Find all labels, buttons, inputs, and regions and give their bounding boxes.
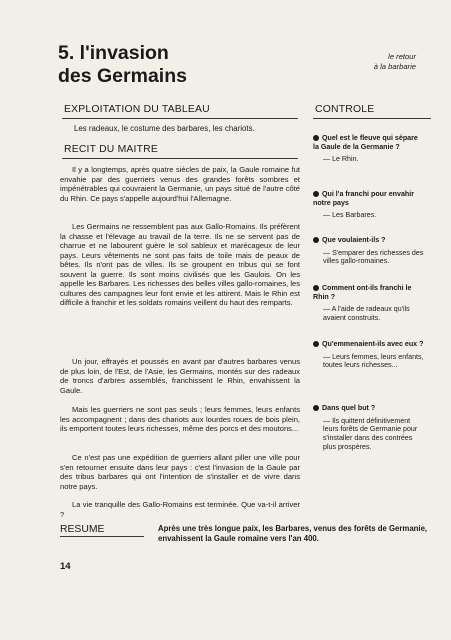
question-text: Dans quel but ? <box>322 404 376 412</box>
question-block-2 <box>313 190 425 220</box>
chapter-title-line-1: 5. l'invasion <box>58 42 169 64</box>
answer-text: — S'emparer des richesses des villes gallo-romaines. <box>323 248 424 266</box>
recit-paragraph-6: La vie tranquille des Gallo-Romains est terminée. Que va-t-il arriver ? <box>60 500 300 519</box>
bullet-icon <box>313 405 319 411</box>
answer-text: — Le Rhin. <box>323 155 359 164</box>
resume-label: RESUME <box>60 524 105 535</box>
bullet-icon <box>313 237 319 243</box>
question-block-3 <box>313 236 425 266</box>
question-text: Qui l'a franchi pour envahir notre pays <box>313 190 414 207</box>
recit-paragraph-1: Il y a longtemps, après quatre siècles de paix, la Gaule romaine fut envahie par des guerriers venus des grandes forêts sombres et impénétrables qui couvraient la Germanie, un pays situé de l'autre côté du Rhin. Ce pays s'appelle aujourd'hui l'Allemagne. <box>60 165 300 203</box>
answer-text: — A l'aide de radeaux qu'ils avaient construits. <box>323 305 410 323</box>
controle-heading: CONTROLE <box>315 104 375 115</box>
chapter-tagline <box>330 52 416 71</box>
recit-paragraph-2: Les Germains ne ressemblent pas aux Gallo-Romains. Ils préfèrent la chasse et l'élevage au travail de la terre. Ils ne se servent pas de charrue et ne labourent guère le sol sableux et marécageux de leur pays. Leurs vêtements ne sont pas faits de toile mais de peaux de bêtes. Ils n'ont pas de villes. Ils se groupent en tribus qui se font souvent la guerre. Ils sont moins civilisés que les Gaulois. On les appelle les Barbares. Les richesses des belles villes gallo-romaines, les cultures des campagnes leur font envie et les attirent. Mais le Rhin est difficile à franchir et les soldats romains veillent du haut des remparts. <box>60 222 300 307</box>
bullet-icon <box>313 341 319 347</box>
answer-text: — Ils quittent définitivement leurs forêts de Germanie pour s'installer dans des contrées plus prospères. <box>323 416 418 451</box>
recit-heading: RECIT DU MAITRE <box>64 144 159 155</box>
question-text: Quel est le fleuve qui sépare la Gaule de la Germanie ? <box>313 134 418 151</box>
controle-rule <box>313 118 431 119</box>
recit-paragraph-5: Ce n'est pas une expédition de guerriers allant piller une ville pour s'en retourner ensuite dans leur pays : c'est l'invasion de la Gaule par des tribus barbares qui ont l'intention de s'installer et de vivre dans notre pays. <box>60 453 300 491</box>
recit-paragraph-3: Un jour, effrayés et poussés en avant par d'autres barbares venus de plus loin, de l'Est, de l'Asie, les Germains, montés sur des radeaux de troncs d'arbres assemblés, franchissent le Rhin, envahissent la Gaule. <box>60 357 300 395</box>
question-block-4 <box>313 284 425 323</box>
chapter-title <box>58 42 258 88</box>
question-block-1 <box>313 134 425 164</box>
recit-rule <box>62 158 298 159</box>
question-block-5 <box>313 340 425 370</box>
question-text: Que voulaient-ils ? <box>322 236 386 244</box>
exploitation-rule <box>62 118 298 119</box>
tagline-line-1: le retour <box>388 52 416 61</box>
bullet-icon <box>313 135 319 141</box>
tagline-line-2: à la barbarie <box>373 61 416 71</box>
answer-text: — Leurs femmes, leurs enfants, toutes leurs richesses... <box>323 352 424 370</box>
exploitation-heading: EXPLOITATION DU TABLEAU <box>64 104 210 115</box>
bullet-icon <box>313 285 319 291</box>
question-text: Comment ont-ils franchi le Rhin ? <box>313 284 412 301</box>
question-text: Qu'emmenaient-ils avec eux ? <box>322 340 424 348</box>
bullet-icon <box>313 191 319 197</box>
resume-rule <box>60 536 144 537</box>
page-number: 14 <box>60 561 71 572</box>
question-block-6 <box>313 404 425 452</box>
exploitation-text: Les radeaux, le costume des barbares, les chariots. <box>74 124 255 133</box>
resume-text: Après une très longue paix, les Barbares, venus des forêts de Germanie, envahissent la Gaule romaine vers l'an 400. <box>158 524 428 543</box>
answer-text: — Les Barbares. <box>323 211 377 220</box>
recit-paragraph-4: Mais les guerriers ne sont pas seuls ; leurs femmes, leurs enfants les accompagnent ; dans des chariots aux lourdes roues de bois plein, ils emportent toutes leurs richesses, même des porcs et des moutons... <box>60 405 300 433</box>
chapter-title-line-2: des Germains <box>58 65 187 87</box>
